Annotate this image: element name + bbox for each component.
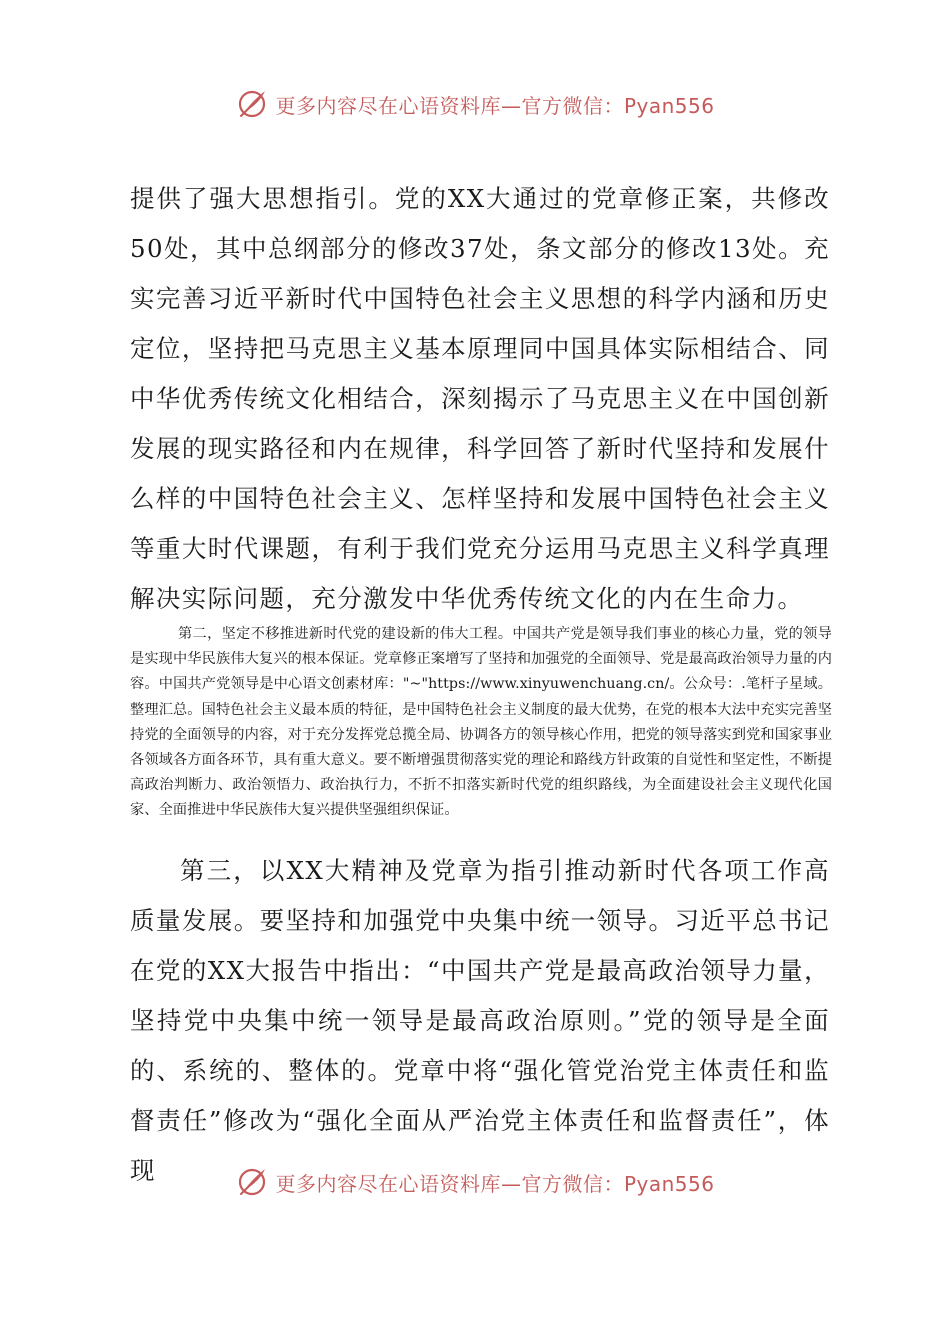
body-paragraph-third: 第三，以XX大精神及党章为指引推动新时代各项工作高质量发展。要坚持和加强党中央集中统一领导。习近平总书记在党的XX大报告中指出：“中国共产党是最高政治领导力量，坚持党中央集中统一领导是最高政治原则。”党的领导是全面的、系统的、整体的。党章中将“强化管党治党主体责任和监督责任”修改为“强化全面从严治党主体责任和监督责任”，体现 — [130, 856, 830, 1185]
header-banner — [0, 84, 950, 124]
body-paragraph-second: 第二，坚定不移推进新时代党的建设新的伟大工程。中国共产党是领导我们事业的核心力量，党的领导是实现中华民族伟大复兴的根本保证。党章修正案增写了坚持和加强党的全面领导、党是最高政治领导力量的内容。中国共产党领导是中心语文创素材库："~"https://www.xinyuwenchuang.cn/。公众号：.笔杆子星域。整理汇总。国特色社会主义最本质的特征，是中国特色社会主义制度的最大优势，在党的根本大法中充实完善坚持党的全面领导的内容，对于充分发挥党总揽全局、协调各方的领导核心作用，把党的领导落实到党和国家事业各领域各方面各环节，具有重大意义。要不断增强贯彻落实党的理论和路线方针政策的自觉性和坚定性，不断提高政治判断力、政治领悟力、政治执行力，不折不扣落实新时代党的组织路线，为全面建设社会主义现代化国家、全面推进中华民族伟大复兴提供坚强组织保证。 — [130, 626, 832, 819]
body-paragraph-continuation: 提供了强大思想指引。党的XX大通过的党章修正案，共修改50处，其中总纲部分的修改37处，条文部分的修改13处。充实完善习近平新时代中国特色社会主义思想的科学内涵和历史定位，坚持把马克思主义基本原理同中国具体实际相结合、同中华优秀传统文化相结合，深刻揭示了马克思主义在中国创新发展的现实路径和内在规律，科学回答了新时代坚持和发展什么样的中国特色社会主义、怎样坚持和发展中国特色社会主义等重大时代课题，有利于我们党充分运用马克思主义科学真理解决实际问题，充分激发中华优秀传统文化的内在生命力。 — [130, 184, 830, 613]
banner-text: 更多内容尽在心语资料库—官方微信：Pyan556 — [275, 93, 715, 118]
quill-pen-logo-icon — [235, 86, 271, 122]
footer-banner — [0, 1162, 950, 1202]
banner-text: 更多内容尽在心语资料库—官方微信：Pyan556 — [275, 1171, 715, 1196]
quill-pen-logo-icon — [235, 1164, 271, 1200]
